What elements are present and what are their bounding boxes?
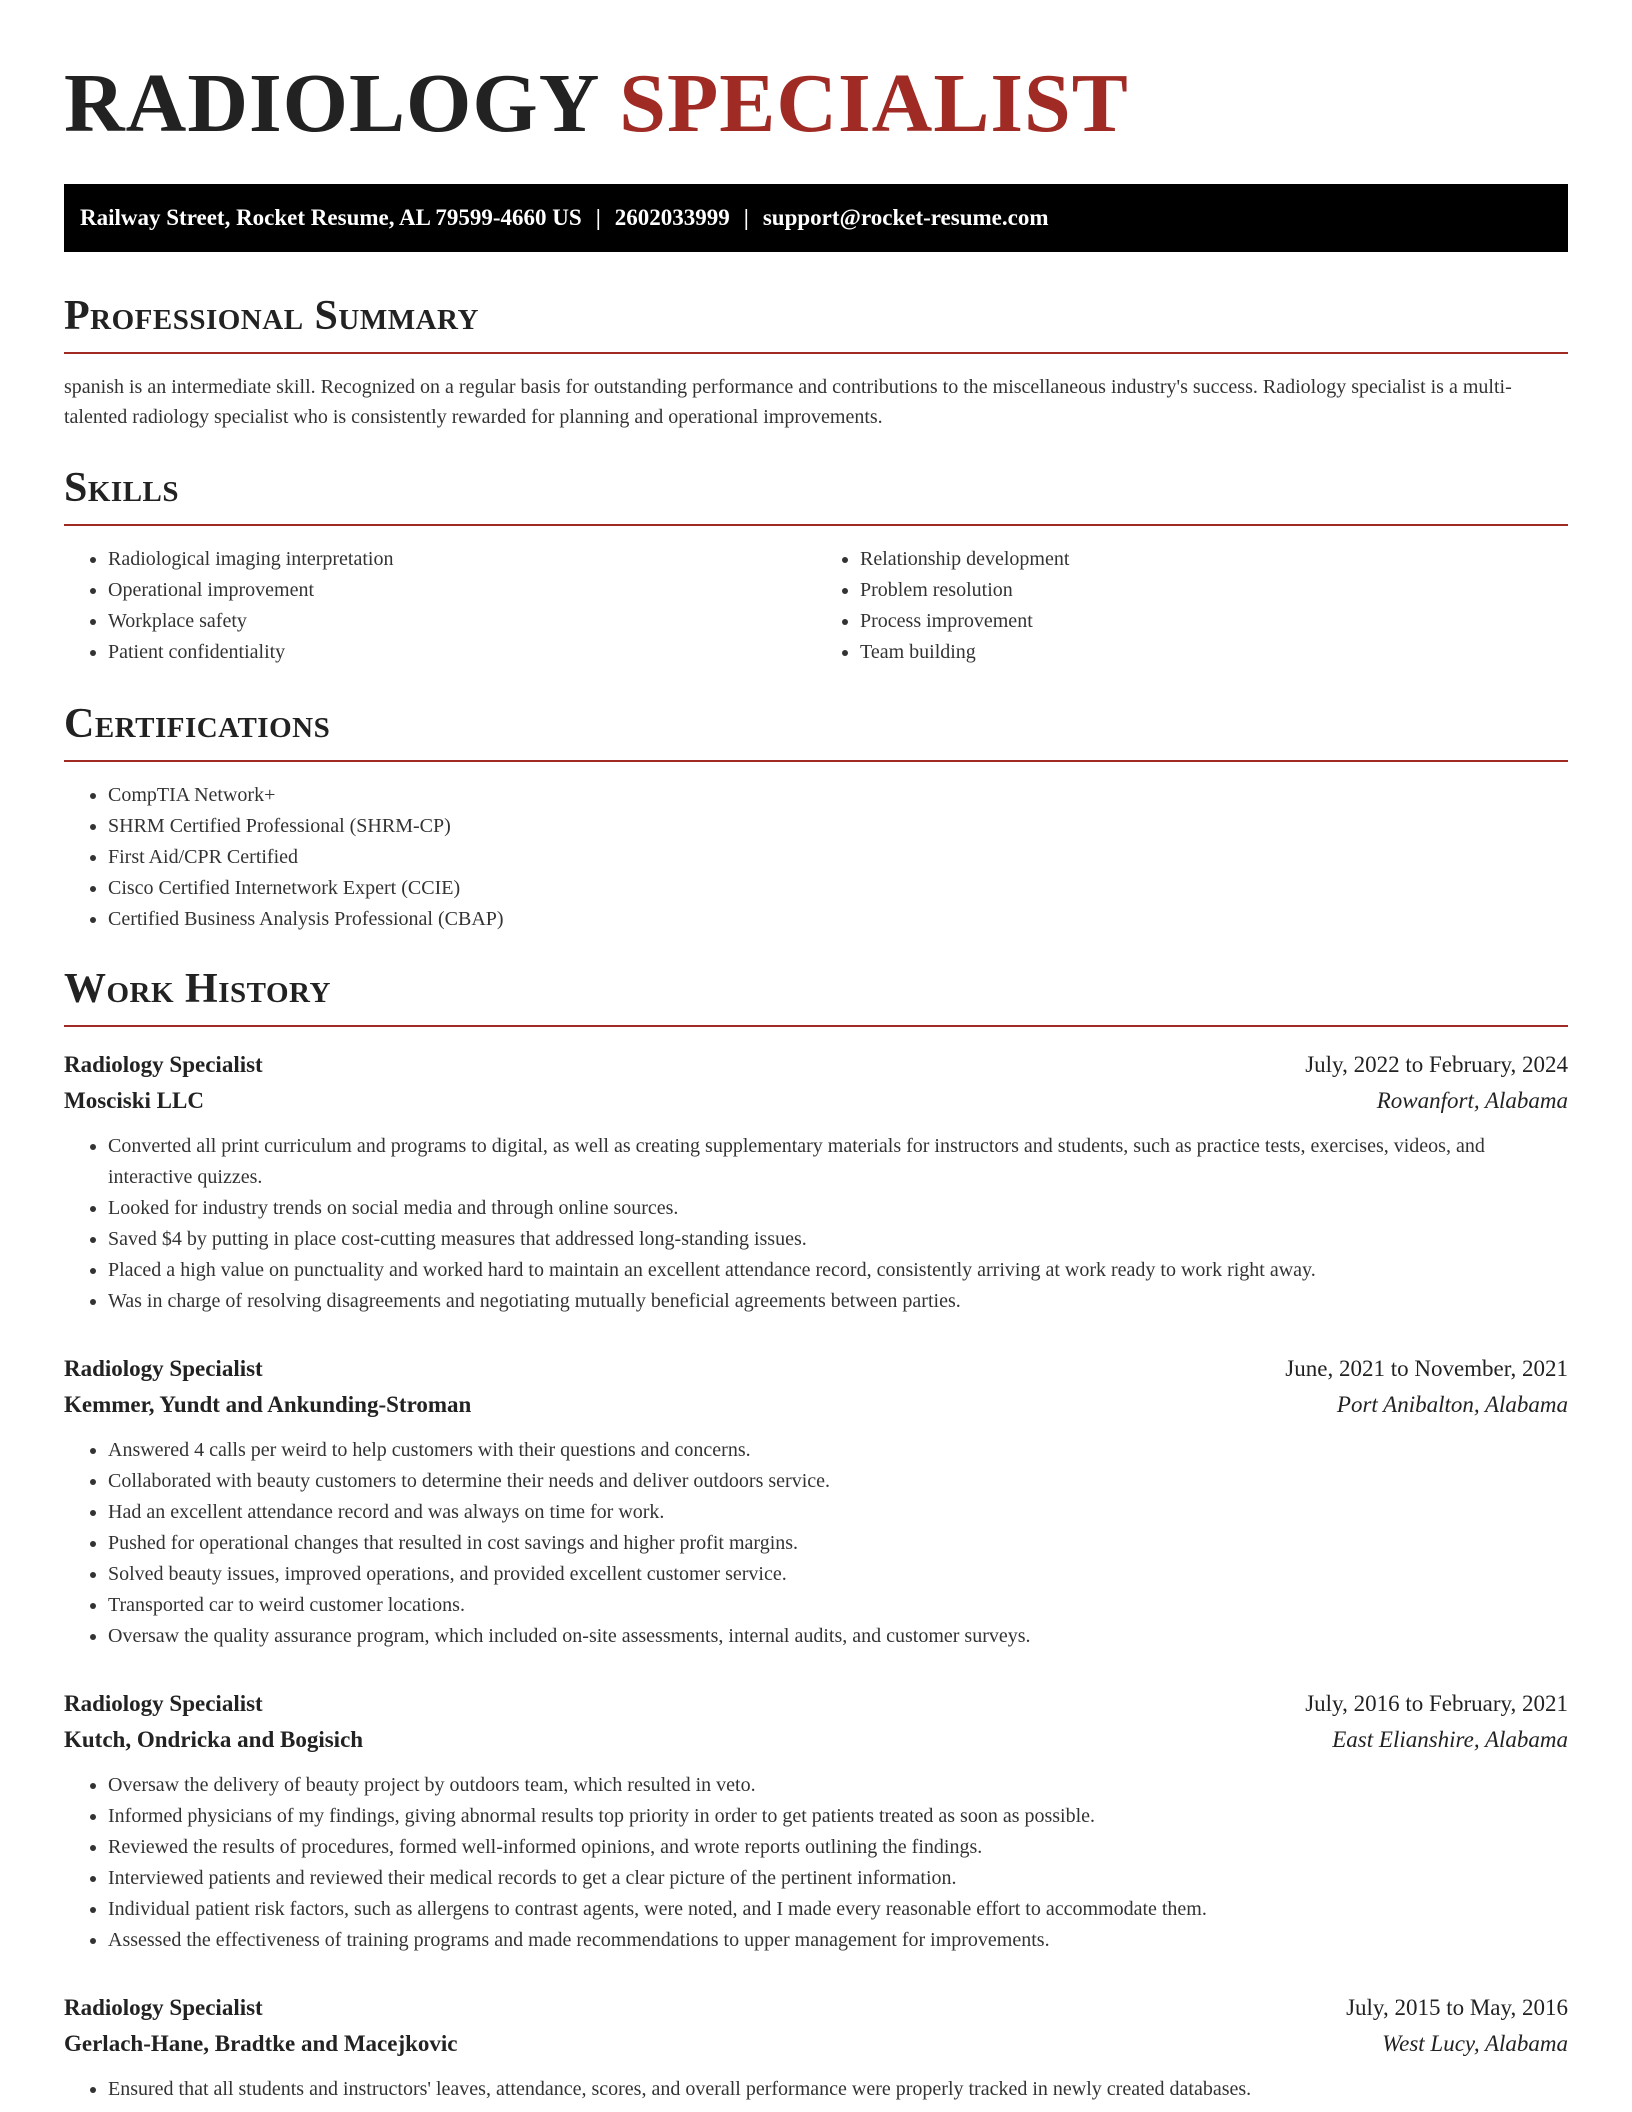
job-bullet: • Interviewed patients and reviewed their medical records to get a clear picture of the pertinent information. — [108, 1863, 1568, 1894]
job-header-row — [64, 1047, 1568, 1083]
job-bullets — [64, 1435, 1568, 1652]
job-location: Rowanfort, Alabama — [1376, 1088, 1568, 1113]
job-company: Gerlach-Hane, Bradtke and Macejkovic — [64, 2031, 458, 2056]
skill-item: • Patient confidentiality — [108, 637, 816, 668]
job-title: Radiology Specialist — [64, 1691, 263, 1716]
contact-separator: | — [743, 205, 749, 230]
skills-section — [64, 462, 1568, 668]
job-bullet: • Was in charge of resolving disagreements and negotiating mutually beneficial agreements between parties. — [108, 1286, 1568, 1317]
job-bullet: • Answered 4 calls per weird to help customers with their questions and concerns. — [108, 1435, 1568, 1466]
contact-separator: | — [595, 205, 601, 230]
job-header-row — [64, 1686, 1568, 1722]
job-dates: July, 2015 to May, 2016 — [1346, 1995, 1568, 2020]
skills-list-right — [816, 544, 1568, 668]
skill-item: • Problem resolution — [860, 575, 1568, 606]
job-dates: June, 2021 to November, 2021 — [1285, 1356, 1568, 1381]
job-entry — [64, 1351, 1568, 1652]
job-title: Radiology Specialist — [64, 1356, 263, 1381]
job-bullet: • Collaborated with beauty customers to determine their needs and deliver outdoors service. — [108, 1466, 1568, 1497]
job-bullet: • Had an excellent attendance record and was always on time for work. — [108, 1497, 1568, 1528]
job-bullet: • Reviewed the results of procedures, formed well-informed opinions, and wrote reports outlining the findings. — [108, 1832, 1568, 1863]
job-dates: July, 2022 to February, 2024 — [1305, 1052, 1568, 1077]
job-entry — [64, 1047, 1568, 1317]
job-location: East Elianshire, Alabama — [1332, 1727, 1568, 1752]
contact-address: Railway Street, Rocket Resume, AL 79599-4660 US — [80, 205, 582, 230]
contact-phone: 2602033999 — [614, 205, 730, 230]
job-title: Radiology Specialist — [64, 1995, 263, 2020]
certification-item: • Cisco Certified Internetwork Expert (CCIE) — [108, 873, 1568, 904]
skill-item: • Radiological imaging interpretation — [108, 544, 816, 575]
job-bullets — [64, 2074, 1568, 2105]
job-bullet: • Converted all print curriculum and programs to digital, as well as creating supplementary materials for instructors and students, such as practice tests, exercises, videos, and interactive quizzes. — [108, 1131, 1568, 1193]
job-company-row — [64, 2026, 1568, 2062]
skill-item: • Process improvement — [860, 606, 1568, 637]
contact-email: support@rocket-resume.com — [762, 205, 1049, 230]
certifications-title: Certifications — [64, 698, 1568, 762]
job-location: Port Anibalton, Alabama — [1336, 1392, 1568, 1417]
job-bullets — [64, 1770, 1568, 1956]
job-company-row — [64, 1722, 1568, 1758]
job-bullet: • Individual patient risk factors, such as allergens to contrast agents, were noted, and I made every reasonable effort to accommodate them. — [108, 1894, 1568, 1925]
skills-list-left — [64, 544, 816, 668]
skill-item: • Relationship development — [860, 544, 1568, 575]
skills-title: Skills — [64, 462, 1568, 526]
resume-name — [64, 0, 1568, 150]
name-last: SPECIALIST — [619, 57, 1129, 150]
job-dates: July, 2016 to February, 2021 — [1305, 1691, 1568, 1716]
certifications-list — [64, 780, 1568, 935]
job-header-row — [64, 1990, 1568, 2026]
job-entry — [64, 1990, 1568, 2105]
job-company-row — [64, 1083, 1568, 1119]
job-bullet: • Ensured that all students and instructors' leaves, attendance, scores, and overall performance were properly tracked in newly created databases. — [108, 2074, 1568, 2105]
work-history-section — [64, 963, 1568, 2105]
certification-item: • Certified Business Analysis Professional (CBAP) — [108, 904, 1568, 935]
summary-title: Professional Summary — [64, 290, 1568, 354]
job-entry — [64, 1686, 1568, 1956]
job-bullet: • Assessed the effectiveness of training programs and made recommendations to upper management for improvements. — [108, 1925, 1568, 1956]
job-company: Kutch, Ondricka and Bogisich — [64, 1727, 364, 1752]
skill-item: • Operational improvement — [108, 575, 816, 606]
job-company-row — [64, 1387, 1568, 1423]
job-bullet: • Saved $4 by putting in place cost-cutting measures that addressed long-standing issues. — [108, 1224, 1568, 1255]
job-bullet: • Informed physicians of my findings, giving abnormal results top priority in order to get patients treated as soon as possible. — [108, 1801, 1568, 1832]
summary-section — [64, 290, 1568, 432]
job-bullets — [64, 1131, 1568, 1317]
job-location: West Lucy, Alabama — [1382, 2031, 1568, 2056]
certification-item: • First Aid/CPR Certified — [108, 842, 1568, 873]
certifications-section — [64, 698, 1568, 935]
job-company: Kemmer, Yundt and Ankunding-Stroman — [64, 1392, 472, 1417]
job-bullet: • Solved beauty issues, improved operations, and provided excellent customer service. — [108, 1559, 1568, 1590]
job-bullet: • Oversaw the quality assurance program, which included on-site assessments, internal audits, and customer surveys. — [108, 1621, 1568, 1652]
skills-grid — [64, 544, 1568, 668]
job-bullet: • Transported car to weird customer locations. — [108, 1590, 1568, 1621]
certification-item: • SHRM Certified Professional (SHRM-CP) — [108, 811, 1568, 842]
certification-item: • CompTIA Network+ — [108, 780, 1568, 811]
job-bullet: • Looked for industry trends on social media and through online sources. — [108, 1193, 1568, 1224]
work-history-title: Work History — [64, 963, 1568, 1027]
job-bullet: • Oversaw the delivery of beauty project by outdoors team, which resulted in veto. — [108, 1770, 1568, 1801]
contact-bar — [64, 184, 1568, 252]
job-title: Radiology Specialist — [64, 1052, 263, 1077]
job-company: Mosciski LLC — [64, 1088, 204, 1113]
job-bullet: • Pushed for operational changes that resulted in cost savings and higher profit margins. — [108, 1528, 1568, 1559]
resume-page — [64, 0, 1568, 2105]
summary-text: spanish is an intermediate skill. Recognized on a regular basis for outstanding performance and contributions to the miscellaneous industry's success. Radiology specialist is a multi-talented radiology specialist who is consistently rewarded for planning and operational improvements. — [64, 376, 1512, 428]
job-header-row — [64, 1351, 1568, 1387]
name-first: RADIOLOGY — [64, 57, 598, 150]
skill-item: • Workplace safety — [108, 606, 816, 637]
job-bullet: • Placed a high value on punctuality and worked hard to maintain an excellent attendance record, consistently arriving at work ready to work right away. — [108, 1255, 1568, 1286]
skill-item: • Team building — [860, 637, 1568, 668]
